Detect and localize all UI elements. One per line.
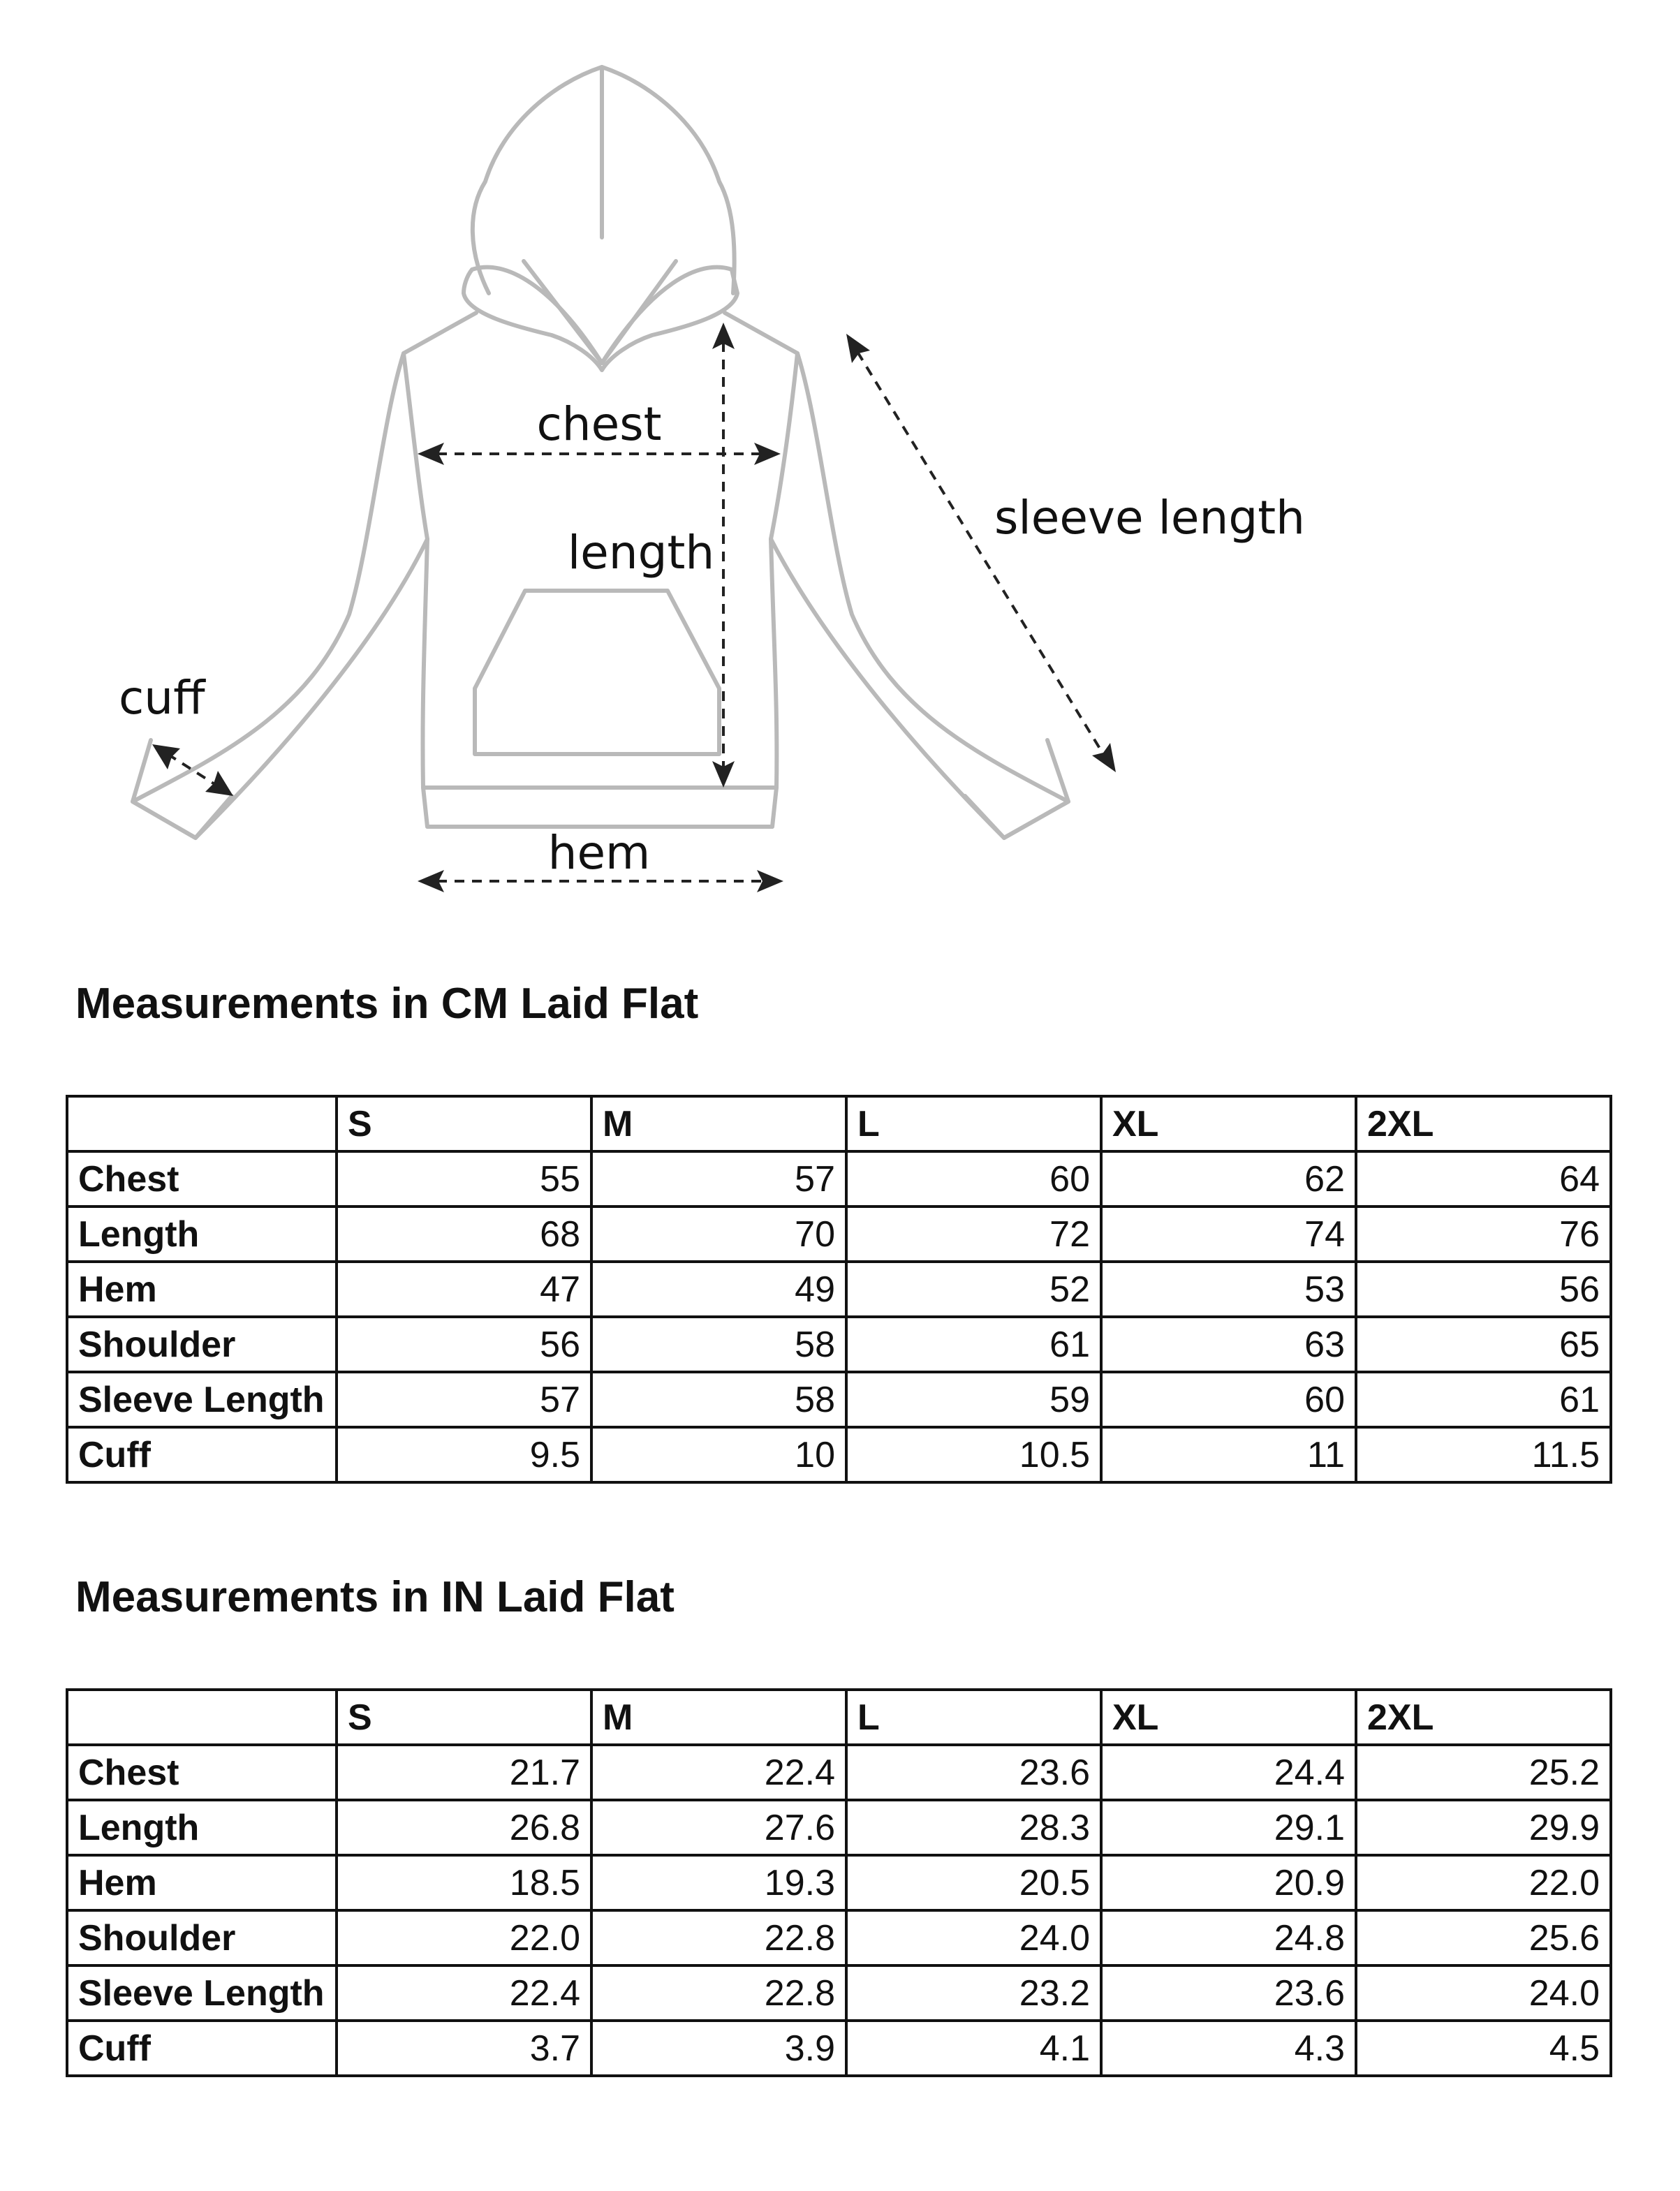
value-cell: 21.7 <box>337 1745 591 1800</box>
table-row <box>67 1372 1611 1427</box>
cm-section-title: Measurements in CM Laid Flat <box>75 980 699 1028</box>
value-cell: 49 <box>591 1262 846 1317</box>
value-cell: 10 <box>591 1427 846 1482</box>
value-cell: 22.4 <box>591 1745 846 1800</box>
value-cell: 63 <box>1101 1317 1356 1372</box>
row-label: Hem <box>67 1855 337 1910</box>
table-row <box>67 1965 1611 2021</box>
table-row <box>67 2021 1611 2076</box>
value-cell: 4.1 <box>846 2021 1101 2076</box>
header-cell-size: M <box>591 1096 846 1151</box>
value-cell: 4.3 <box>1101 2021 1356 2076</box>
value-cell: 60 <box>1101 1372 1356 1427</box>
row-label: Hem <box>67 1262 337 1317</box>
value-cell: 72 <box>846 1207 1101 1262</box>
header-cell-size: L <box>846 1690 1101 1745</box>
cm-measurements-table <box>66 1095 1612 1484</box>
header-cell-size: L <box>846 1096 1101 1151</box>
value-cell: 24.0 <box>846 1910 1101 1965</box>
value-cell: 22.0 <box>1356 1855 1611 1910</box>
header-cell-size: XL <box>1101 1690 1356 1745</box>
value-cell: 11.5 <box>1356 1427 1611 1482</box>
value-cell: 57 <box>591 1151 846 1207</box>
table-row <box>67 1855 1611 1910</box>
value-cell: 3.7 <box>337 2021 591 2076</box>
table-row <box>67 1800 1611 1855</box>
value-cell: 29.1 <box>1101 1800 1356 1855</box>
value-cell: 59 <box>846 1372 1101 1427</box>
value-cell: 55 <box>337 1151 591 1207</box>
value-cell: 23.2 <box>846 1965 1101 2021</box>
table-row <box>67 1427 1611 1482</box>
value-cell: 74 <box>1101 1207 1356 1262</box>
table-row <box>67 1317 1611 1372</box>
value-cell: 68 <box>337 1207 591 1262</box>
value-cell: 22.8 <box>591 1910 846 1965</box>
value-cell: 10.5 <box>846 1427 1101 1482</box>
value-cell: 24.4 <box>1101 1745 1356 1800</box>
value-cell: 25.6 <box>1356 1910 1611 1965</box>
value-cell: 76 <box>1356 1207 1611 1262</box>
value-cell: 25.2 <box>1356 1745 1611 1800</box>
value-cell: 64 <box>1356 1151 1611 1207</box>
value-cell: 58 <box>591 1372 846 1427</box>
value-cell: 58 <box>591 1317 846 1372</box>
table-row <box>67 1262 1611 1317</box>
value-cell: 47 <box>337 1262 591 1317</box>
row-label: Sleeve Length <box>67 1965 337 2021</box>
value-cell: 28.3 <box>846 1800 1101 1855</box>
row-label: Cuff <box>67 1427 337 1482</box>
value-cell: 22.8 <box>591 1965 846 2021</box>
row-label: Sleeve Length <box>67 1372 337 1427</box>
header-cell-size: XL <box>1101 1096 1356 1151</box>
value-cell: 4.5 <box>1356 2021 1611 2076</box>
table-header-row <box>67 1096 1611 1151</box>
header-cell-size: 2XL <box>1356 1690 1611 1745</box>
value-cell: 61 <box>846 1317 1101 1372</box>
header-cell-corner <box>67 1690 337 1745</box>
value-cell: 53 <box>1101 1262 1356 1317</box>
header-cell-size: S <box>337 1096 591 1151</box>
table-row <box>67 1151 1611 1207</box>
value-cell: 24.8 <box>1101 1910 1356 1965</box>
table-header-row <box>67 1690 1611 1745</box>
row-label: Length <box>67 1207 337 1262</box>
value-cell: 22.4 <box>337 1965 591 2021</box>
hoodie-measurement-diagram <box>0 0 1680 936</box>
value-cell: 20.9 <box>1101 1855 1356 1910</box>
value-cell: 29.9 <box>1356 1800 1611 1855</box>
hem-label: hem <box>547 826 651 880</box>
value-cell: 20.5 <box>846 1855 1101 1910</box>
value-cell: 56 <box>1356 1262 1611 1317</box>
header-cell-size: 2XL <box>1356 1096 1611 1151</box>
row-label: Length <box>67 1800 337 1855</box>
value-cell: 70 <box>591 1207 846 1262</box>
row-label: Cuff <box>67 2021 337 2076</box>
row-label: Chest <box>67 1745 337 1800</box>
value-cell: 24.0 <box>1356 1965 1611 2021</box>
cuff-label: cuff <box>119 671 205 725</box>
value-cell: 65 <box>1356 1317 1611 1372</box>
value-cell: 52 <box>846 1262 1101 1317</box>
header-cell-size: S <box>337 1690 591 1745</box>
header-cell-corner <box>67 1096 337 1151</box>
row-label: Shoulder <box>67 1317 337 1372</box>
value-cell: 62 <box>1101 1151 1356 1207</box>
value-cell: 61 <box>1356 1372 1611 1427</box>
chest-label: chest <box>536 397 662 451</box>
value-cell: 22.0 <box>337 1910 591 1965</box>
length-label: length <box>567 526 715 580</box>
in-measurements-table <box>66 1688 1612 2077</box>
row-label: Chest <box>67 1151 337 1207</box>
table-row <box>67 1910 1611 1965</box>
value-cell: 23.6 <box>1101 1965 1356 2021</box>
value-cell: 18.5 <box>337 1855 591 1910</box>
value-cell: 57 <box>337 1372 591 1427</box>
length-dimension-line <box>712 323 735 788</box>
value-cell: 9.5 <box>337 1427 591 1482</box>
sleeve-length-label: sleeve length <box>994 491 1305 545</box>
header-cell-size: M <box>591 1690 846 1745</box>
row-label: Shoulder <box>67 1910 337 1965</box>
value-cell: 11 <box>1101 1427 1356 1482</box>
value-cell: 3.9 <box>591 2021 846 2076</box>
value-cell: 27.6 <box>591 1800 846 1855</box>
table-row <box>67 1207 1611 1262</box>
value-cell: 26.8 <box>337 1800 591 1855</box>
value-cell: 23.6 <box>846 1745 1101 1800</box>
table-row <box>67 1745 1611 1800</box>
value-cell: 56 <box>337 1317 591 1372</box>
in-section-title: Measurements in IN Laid Flat <box>75 1573 675 1621</box>
value-cell: 60 <box>846 1151 1101 1207</box>
value-cell: 19.3 <box>591 1855 846 1910</box>
